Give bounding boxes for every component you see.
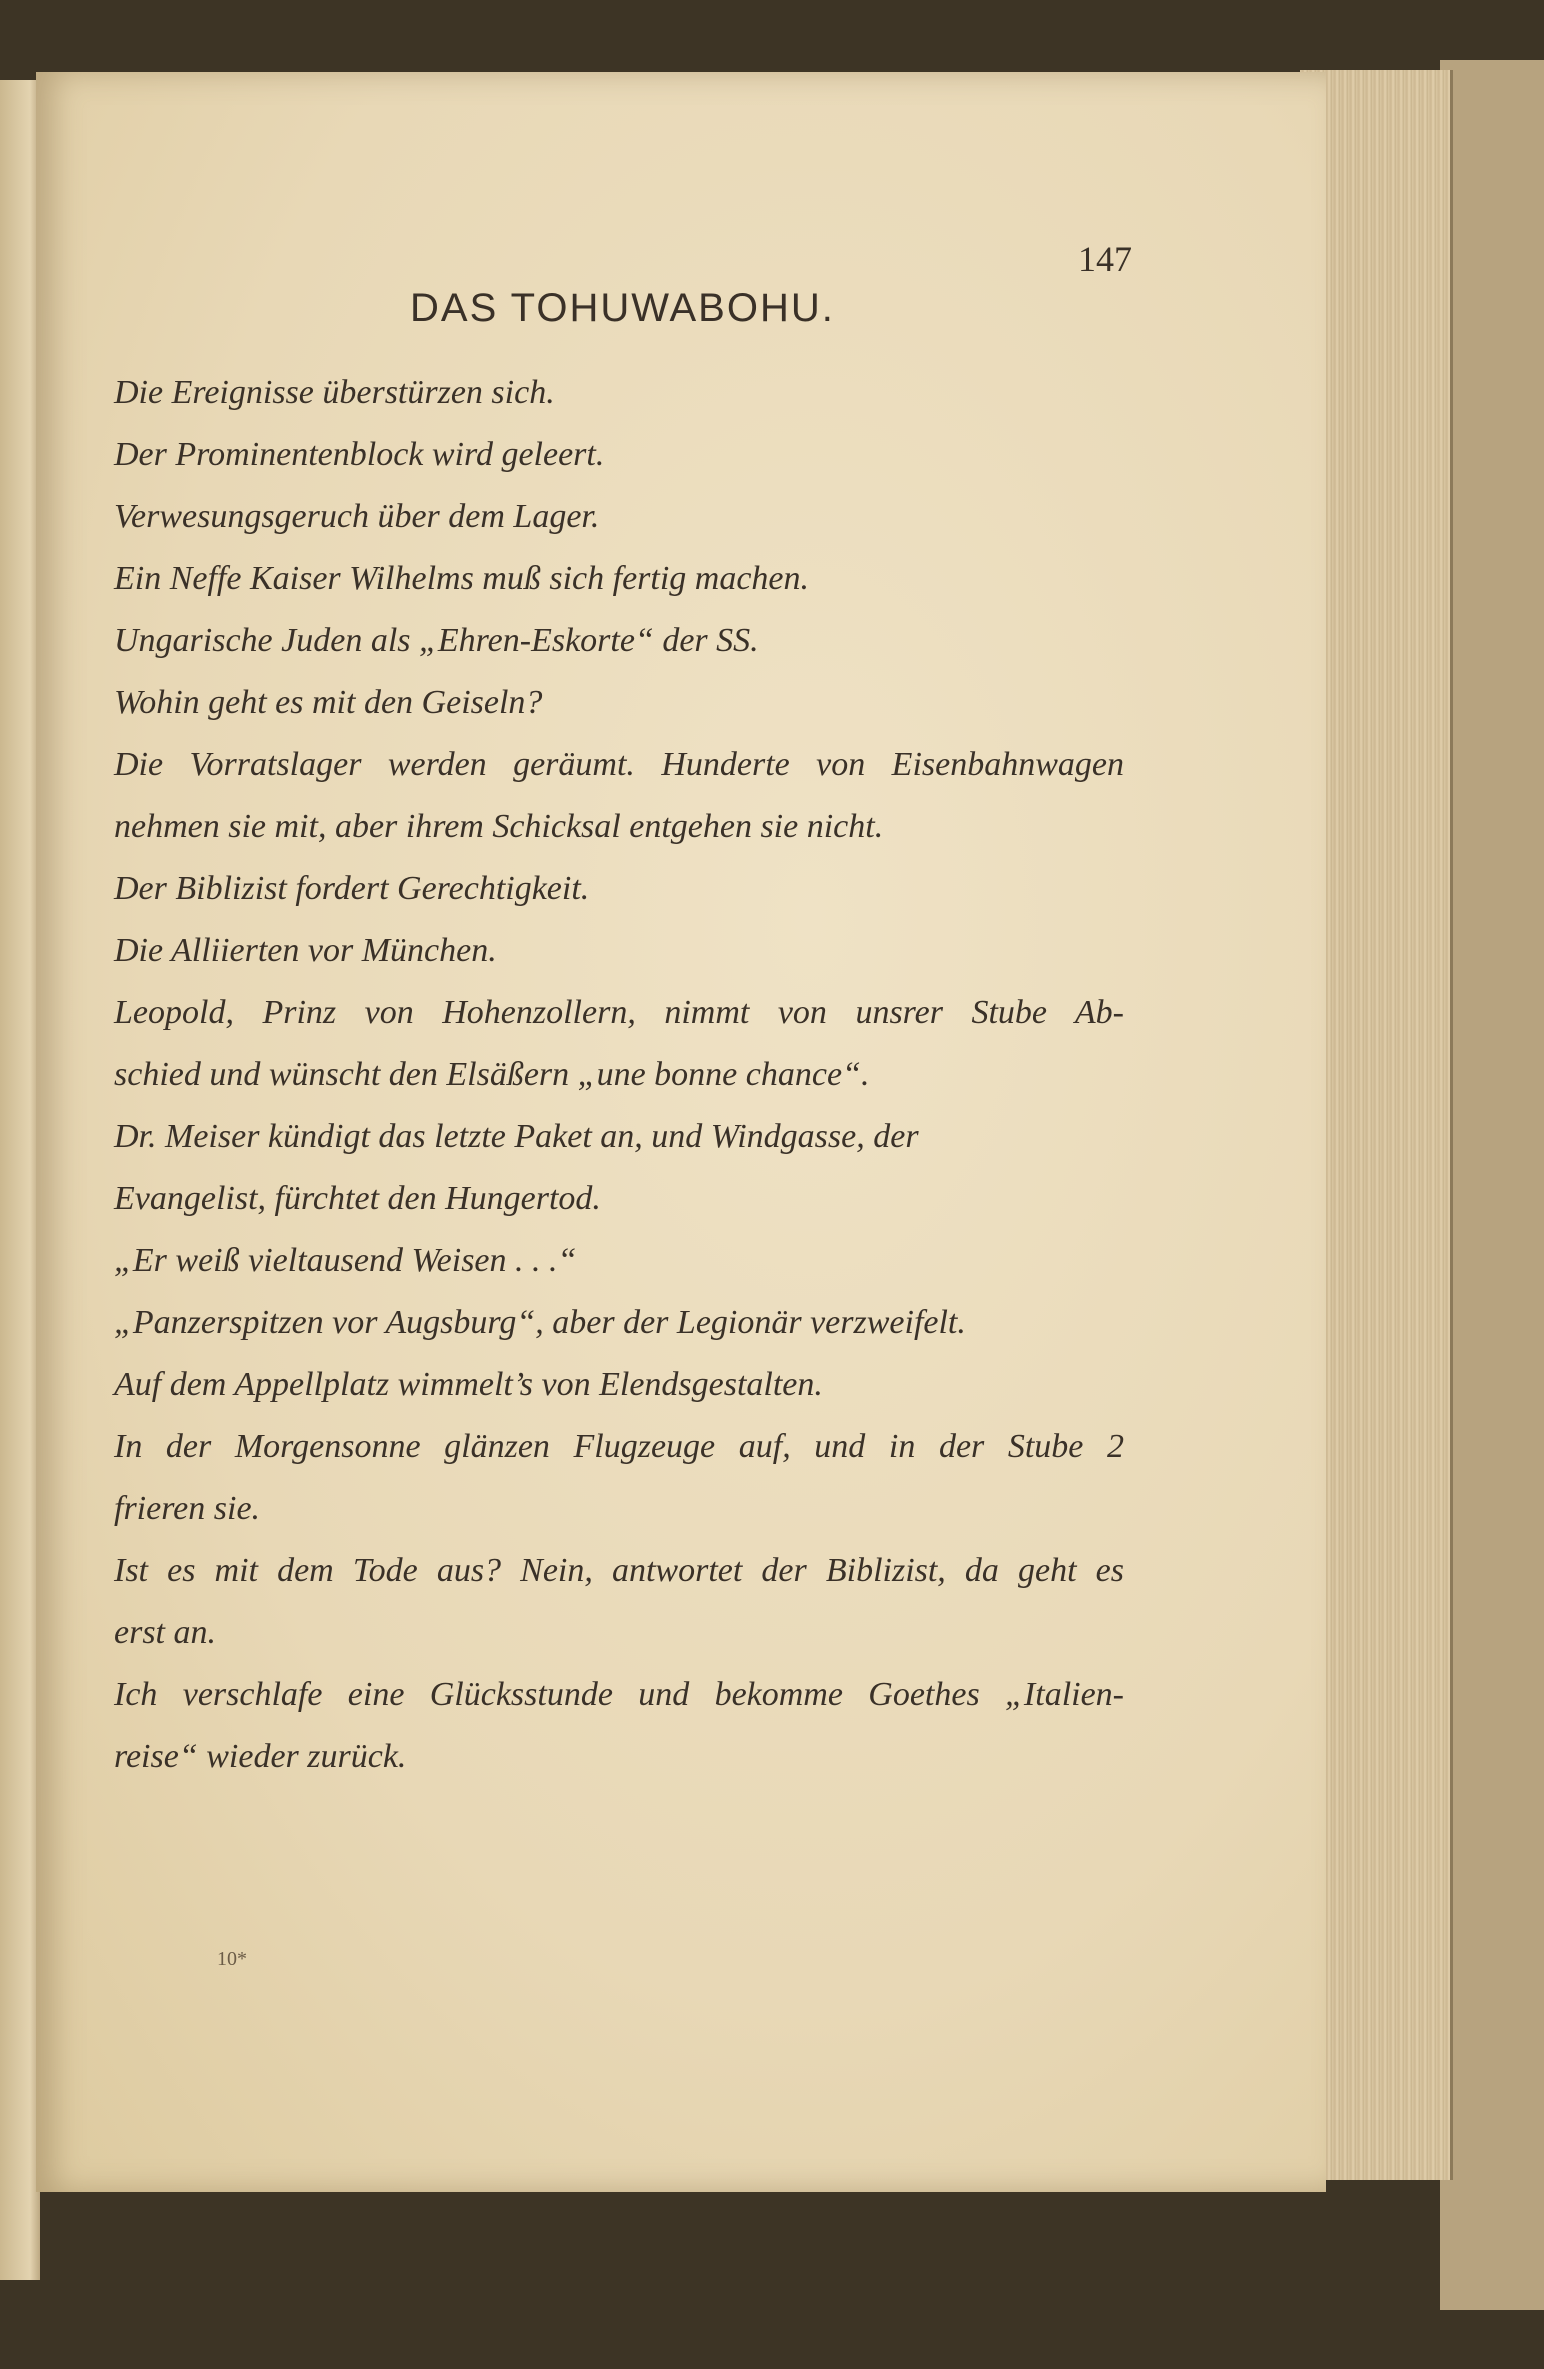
text-line: Die Ereignisse überstürzen sich. <box>114 374 555 411</box>
text-line: reise“ wieder zurück. <box>114 1738 407 1775</box>
text-line: frieren sie. <box>114 1490 261 1527</box>
text-line: Wohin geht es mit den Geiseln? <box>114 684 543 721</box>
text-line: Ein Neffe Kaiser Wilhelms muß sich fertig machen. <box>114 560 810 597</box>
printer-signature: 10* <box>217 1948 247 1970</box>
text-line: In der Morgensonne glänzen Flugzeuge auf, und in der Stube 2 <box>114 1428 1124 1465</box>
text-line: Verwesungsgeruch über dem Lager. <box>114 498 600 535</box>
text-line: Evangelist, fürchtet den Hungertod. <box>114 1180 601 1217</box>
text-line: Auf dem Appellplatz wimmelt’s von Elendsgestalten. <box>114 1366 823 1403</box>
text-line: Leopold, Prinz von Hohenzollern, nimmt von unsrer Stube Ab- <box>114 994 1124 1031</box>
text-line: „Er weiß vieltausend Weisen . . .“ <box>114 1242 577 1279</box>
text-line: Die Alliierten vor München. <box>114 932 497 969</box>
text-line: Ist es mit dem Tode aus? Nein, antwortet der Biblizist, da geht es <box>114 1552 1124 1589</box>
left-page-edge <box>0 80 40 2280</box>
text-line: Die Vorratslager werden geräumt. Hunderte von Eisenbahnwagen <box>114 746 1124 783</box>
text-line: nehmen sie mit, aber ihrem Schicksal entgehen sie nicht. <box>114 808 884 845</box>
page-number: 147 <box>1078 239 1132 279</box>
text-line: erst an. <box>114 1614 216 1651</box>
book-cover-edge <box>1440 60 1544 2310</box>
text-line: Der Prominentenblock wird geleert. <box>114 436 605 473</box>
chapter-title: DAS TOHUWABOHU. <box>410 286 835 330</box>
text-line: Ich verschlafe eine Glücksstunde und bekomme Goethes „Italien- <box>114 1676 1124 1713</box>
text-line: Der Biblizist fordert Gerechtigkeit. <box>114 870 590 907</box>
text-line: Dr. Meiser kündigt das letzte Paket an, und Windgasse, der <box>114 1118 919 1155</box>
text-line: „Panzerspitzen vor Augsburg“, aber der Legionär verzweifelt. <box>114 1304 966 1341</box>
body-text <box>114 362 1124 1788</box>
text-line: Ungarische Juden als „Ehren-Eskorte“ der SS. <box>114 622 759 659</box>
text-line: schied und wünscht den Elsäßern „une bonne chance“. <box>114 1056 870 1093</box>
